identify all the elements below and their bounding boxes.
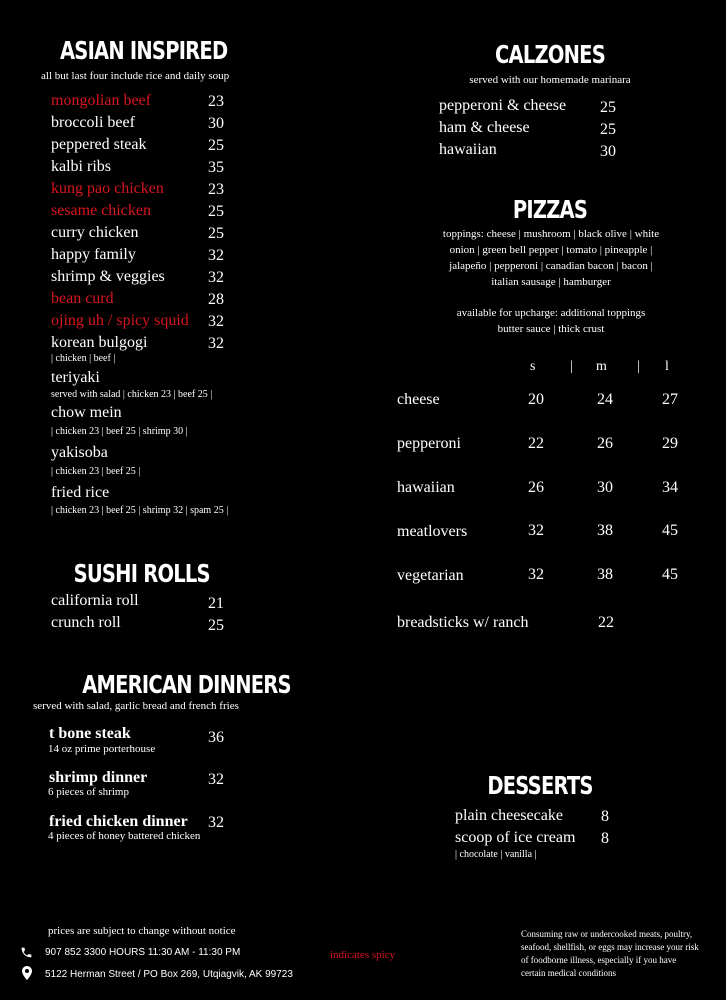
phone-icon [20, 946, 33, 964]
disclaimer-line: Consuming raw or undercooked meats, poultry, [521, 929, 693, 939]
pizza-price-medium: 26 [597, 435, 613, 452]
menu-item-name: chow mein [51, 404, 122, 421]
american-dinners-subtitle: served with salad, garlic bread and french fries [33, 700, 239, 712]
menu-item-description: 14 oz prime porterhouse [48, 743, 156, 755]
size-header-small: s [530, 359, 536, 374]
asian-inspired-heading: ASIAN INSPIRED [60, 36, 228, 65]
menu-item-price: 25 [208, 137, 224, 154]
pizza-price-small: 32 [528, 566, 544, 583]
pizza-name: cheese [397, 391, 440, 408]
menu-item-name: plain cheesecake [455, 807, 563, 824]
pizza-price-medium: 38 [597, 566, 613, 583]
spicy-legend: indicates spicy [330, 949, 396, 961]
pizza-price-large: 45 [662, 522, 678, 539]
pizza-price-small: 32 [528, 522, 544, 539]
menu-item-name: mongolian beef [51, 92, 151, 109]
pizza-name: hawaiian [397, 479, 455, 496]
menu-item-name: hawaiian [439, 141, 497, 158]
pizza-upcharge-line: butter sauce | thick crust [497, 323, 605, 335]
breadsticks-price: 22 [598, 614, 614, 631]
menu-item-name: sesame chicken [51, 202, 151, 219]
pizza-price-medium: 38 [597, 522, 613, 539]
desserts-heading: DESSERTS [487, 771, 593, 800]
pizza-price-large: 45 [662, 566, 678, 583]
menu-item-name: ham & cheese [439, 119, 530, 136]
pizza-price-medium: 24 [597, 391, 613, 408]
menu-item-price: 32 [208, 247, 224, 264]
menu-item-price: 30 [600, 143, 616, 160]
menu-item-price: 32 [208, 313, 224, 330]
menu-item-price: 8 [601, 808, 609, 825]
menu-item-note: | chicken | beef | [51, 353, 116, 364]
menu-item-name: peppered steak [51, 136, 147, 153]
menu-item-price: 23 [208, 93, 224, 110]
menu-item-price: 25 [208, 203, 224, 220]
menu-item-note: | chicken 23 | beef 25 | [51, 466, 141, 477]
menu-item-name: fried chicken dinner [49, 813, 188, 830]
pizza-price-medium: 30 [597, 479, 613, 496]
pizza-price-small: 26 [528, 479, 544, 496]
american-dinners-heading: AMERICAN DINNERS [82, 670, 291, 699]
address: 5122 Herman Street / PO Box 269, Utqiagvik, AK 99723 [45, 969, 293, 980]
pizza-price-small: 20 [528, 391, 544, 408]
menu-item-name: pepperoni & cheese [439, 97, 567, 114]
calzones-subtitle: served with our homemade marinara [469, 74, 631, 86]
menu-item-name: shrimp dinner [49, 769, 148, 786]
pizza-name: vegetarian [397, 567, 464, 584]
menu-item-name: t bone steak [49, 725, 131, 742]
pizza-name: pepperoni [397, 435, 461, 452]
pizza-price-large: 34 [662, 479, 678, 496]
disclaimer-line: certain medical conditions [521, 968, 616, 978]
menu-item-name: fried rice [51, 484, 110, 501]
menu-item-name: teriyaki [51, 369, 100, 386]
size-header-large: l [665, 359, 669, 374]
menu-item-price: 25 [600, 99, 616, 116]
size-header-separator: | [637, 359, 640, 374]
menu-item-description: 6 pieces of shrimp [48, 786, 129, 798]
menu-item-name: happy family [51, 246, 136, 263]
menu-item-note: | chocolate | vanilla | [455, 849, 537, 860]
menu-item-price: 25 [600, 121, 616, 138]
menu-item-name: curry chicken [51, 224, 139, 241]
menu-item-name: crunch roll [51, 614, 121, 631]
breadsticks-name: breadsticks w/ ranch [397, 614, 529, 631]
calzones-heading: CALZONES [494, 40, 605, 69]
menu-item-name: ojing uh / spicy squid [51, 312, 189, 329]
menu-item-note: | chicken 23 | beef 25 | shrimp 32 | spam 25 | [51, 505, 229, 516]
pizza-price-large: 27 [662, 391, 678, 408]
menu-item-price: 32 [208, 814, 224, 831]
menu-item-name: kung pao chicken [51, 180, 164, 197]
menu-item-price: 35 [208, 159, 224, 176]
pizza-price-small: 22 [528, 435, 544, 452]
menu-item-price: 32 [208, 771, 224, 788]
menu-item-price: 32 [208, 269, 224, 286]
menu-item-price: 30 [208, 115, 224, 132]
menu-item-price: 32 [208, 335, 224, 352]
menu-item-price: 8 [601, 830, 609, 847]
pizza-toppings-line: jalapeño | pepperoni | canadian bacon | bacon | [449, 260, 653, 272]
phone-hours: 907 852 3300 HOURS 11:30 AM - 11:30 PM [45, 947, 241, 958]
menu-item-name: california roll [51, 592, 139, 609]
menu-item-price: 25 [208, 225, 224, 242]
pizzas-heading: PIZZAS [512, 195, 588, 224]
menu-item-name: scoop of ice cream [455, 829, 576, 846]
menu-item-note: | chicken 23 | beef 25 | shrimp 30 | [51, 426, 188, 437]
menu-item-price: 36 [208, 729, 224, 746]
menu-item-price: 21 [208, 595, 224, 612]
menu-item-note: served with salad | chicken 23 | beef 25 | [51, 389, 213, 400]
pizza-price-large: 29 [662, 435, 678, 452]
menu-item-name: kalbi ribs [51, 158, 111, 175]
menu-item-name: shrimp & veggies [51, 268, 165, 285]
pizza-toppings-line: italian sausage | hamburger [491, 276, 611, 288]
menu-item-name: bean curd [51, 290, 114, 307]
prices-note: prices are subject to change without notice [48, 925, 236, 937]
pizza-toppings-line: toppings: cheese | mushroom | black olive | white [442, 228, 660, 240]
disclaimer-line: seafood, shellfish, or eggs may increase your risk [521, 942, 699, 952]
menu-item-price: 25 [208, 617, 224, 634]
sushi-rolls-heading: SUSHI ROLLS [73, 559, 210, 588]
menu-item-description: 4 pieces of honey battered chicken [48, 830, 201, 842]
pizza-toppings-line: onion | green bell pepper | tomato | pineapple | [449, 244, 653, 256]
size-header-medium: m [596, 359, 607, 374]
menu-item-name: yakisoba [51, 444, 108, 461]
disclaimer-line: of foodborne illness, especially if you have [521, 955, 677, 965]
asian-inspired-subtitle: all but last four include rice and daily soup [41, 70, 230, 82]
pizza-upcharge-line: available for upcharge: additional toppings [456, 307, 646, 319]
menu-item-price: 23 [208, 181, 224, 198]
menu-item-price: 28 [208, 291, 224, 308]
size-header-separator: | [570, 359, 573, 374]
menu-item-name: korean bulgogi [51, 334, 148, 351]
location-pin-icon [21, 966, 33, 985]
menu-item-name: broccoli beef [51, 114, 135, 131]
pizza-name: meatlovers [397, 523, 468, 540]
